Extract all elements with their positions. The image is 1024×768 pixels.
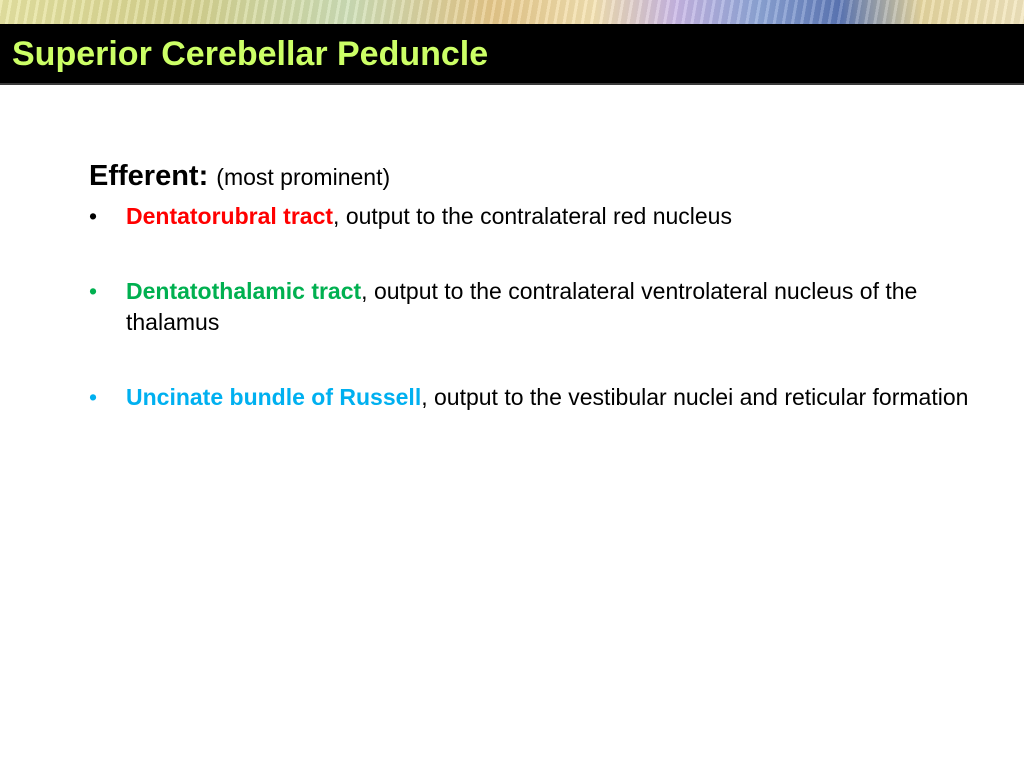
list-item — [89, 382, 969, 413]
bullet-text: , output to the vestibular nuclei and reticular formation — [421, 384, 969, 410]
bullet-list — [89, 201, 969, 413]
list-item — [89, 276, 969, 338]
heading-label: Efferent: — [89, 160, 209, 192]
bullet-marker: • — [89, 203, 98, 229]
bullet-term: Dentatothalamic tract — [126, 278, 362, 304]
title-bar — [0, 24, 1024, 83]
bullet-term: Uncinate bundle of Russell — [126, 384, 422, 410]
bullet-marker: • — [89, 384, 98, 410]
bullet-marker: • — [89, 278, 98, 304]
list-item — [89, 201, 969, 232]
bullet-text: , output to the contralateral red nucleus — [333, 203, 732, 229]
title-divider — [0, 83, 1024, 85]
decorative-banner-image — [0, 0, 1024, 24]
bullet-term: Dentatorubral tract — [126, 203, 334, 229]
bullet-text: , output to the contralateral ventrolateral nucleus of the thalamus — [126, 278, 918, 335]
slide-title: Superior Cerebellar Peduncle — [12, 35, 489, 73]
heading-note: (most prominent) — [216, 164, 391, 190]
section-heading — [89, 156, 969, 197]
slide-body — [89, 156, 969, 413]
